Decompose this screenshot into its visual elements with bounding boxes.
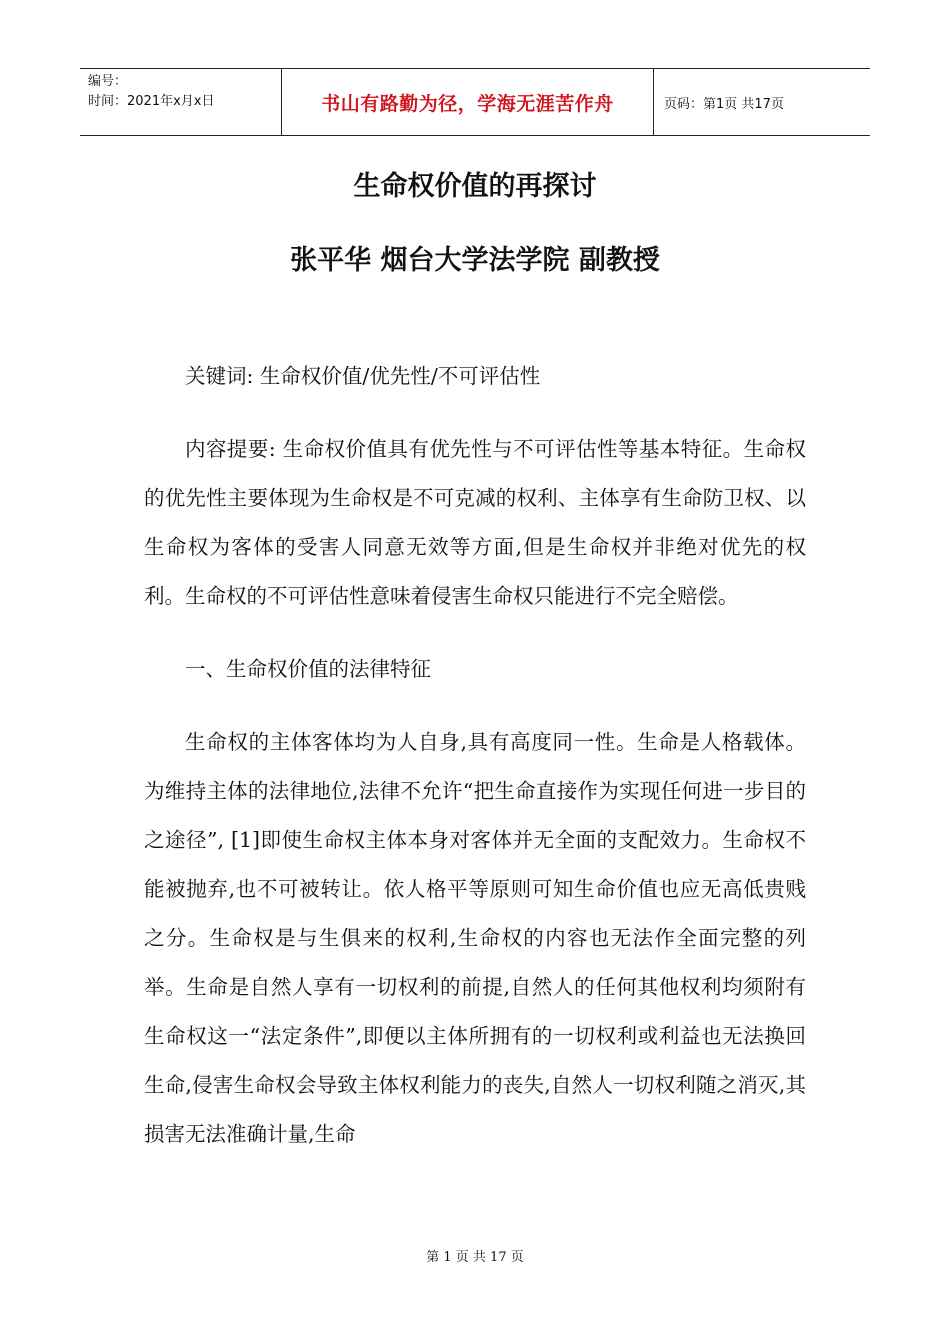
body-paragraph: 生命权的主体客体均为人自身,具有高度同一性。生命是人格载体。为维持主体的法律地位,法律不允许“把生命直接作为实现任何进一步目的之途径”, [1]即使生命权主体本身对客体并无全面的支配效力。生命权不能被抛弃,也不可被转让。依人格平等原则可知生命价值也应无高低贵贱之分。生命权是与生俱来的权利,生命权的内容也无法作全面完整的列举。生命是自然人享有一切权利的前提,自然人的任何其他权利均须附有生命权这一“法定条件”,即便以主体所拥有的一切权利或利益也无法换回生命,侵害生命权会导致主体权利能力的丧失,自然人一切权利随之消灭,其损害无法准确计量,生命 <box>144 730 806 1146</box>
keywords-paragraph: 关键词: 生命权价值/优先性/不可评估性 <box>185 364 541 388</box>
header-motto: 书山有路勤为径，学海无涯苦作舟 <box>282 69 654 135</box>
abstract-paragraph: 内容提要: 生命权价值具有优先性与不可评估性等基本特征。生命权的优先性主要体现为生命权是不可克减的权利、主体享有生命防卫权、以生命权为客体的受害人同意无效等方面,但是生命权并非绝对优先的权利。生命权的不可评估性意味着侵害生命权只能进行不完全赔偿。 <box>144 437 806 608</box>
page-footer: 第 1 页 共 17 页 <box>426 1250 524 1265</box>
document-title: 生命权价值的再探讨 <box>353 171 597 202</box>
header-page-info: 页码：第1页 共17页 <box>664 96 784 112</box>
document-number-label: 编号： <box>88 74 128 89</box>
header-table <box>80 68 870 136</box>
author-line: 张平华 烟台大学法学院 副教授 <box>290 245 660 276</box>
document-time-label: 时间：2021年x月x日 <box>88 94 215 109</box>
document-body <box>144 352 806 1183</box>
header-meta-cell <box>80 69 282 135</box>
section-heading: 一、生命权价值的法律特征 <box>185 657 431 681</box>
